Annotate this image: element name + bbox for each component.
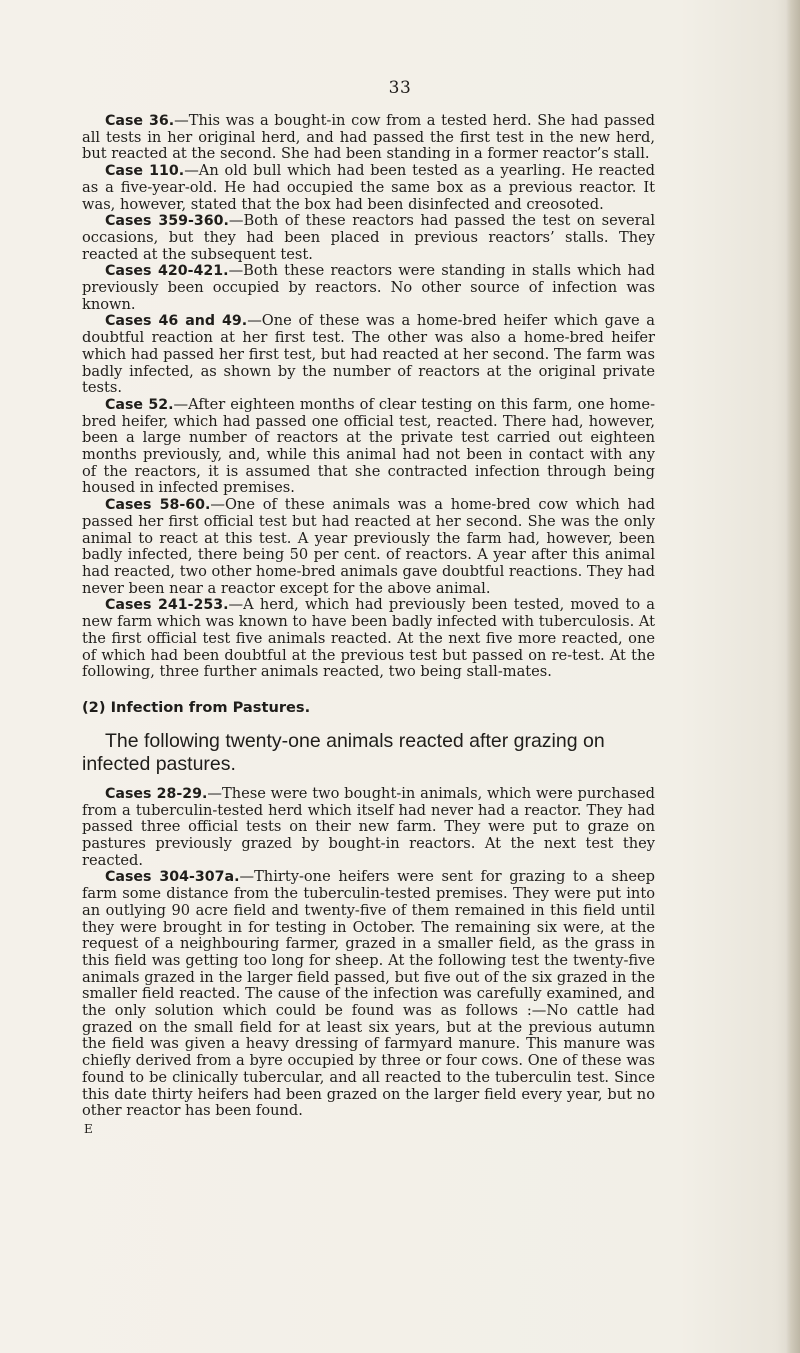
case-text: —Both of these reactors had passed the test on several occasions, but they had been placed in previous reactors’ stalls. They reacted at the subsequent test. bbox=[82, 212, 655, 263]
case-paragraph bbox=[82, 397, 655, 497]
case-text: —A herd, which had previously been tested, moved to a new farm which was known to have been badly infected with tuberculosis. At the first official test five animals reacted. At the next five more reacted, one of which had been doubtful at the previous test but passed on re-test. At the following, three further animals reacted, two being stall-mates. bbox=[82, 596, 656, 681]
case-paragraph bbox=[82, 597, 655, 681]
case-paragraph bbox=[82, 163, 655, 213]
page-number: 33 bbox=[388, 78, 412, 98]
case-label: Cases 28-29. bbox=[105, 785, 208, 802]
case-text: —These were two bought-in animals, which were purchased from a tuberculin-tested herd which itself had never had a reactor. They had passed three official tests on their new farm. They were put to graze on pastures previously grazed by bought-in reactors. At the next test they reacted. bbox=[82, 784, 655, 869]
case-label: Case 110. bbox=[105, 163, 185, 180]
case-label: Cases 241-253. bbox=[105, 597, 229, 614]
case-paragraph bbox=[82, 786, 655, 870]
case-label: Cases 359-360. bbox=[105, 213, 229, 230]
case-text: —This was a bought-in cow from a tested herd. She had passed all tests in her original herd, and had passed the first test in the new herd, but reacted at the second. She had been standing in a former reactor’s stall. bbox=[82, 112, 655, 163]
case-paragraph bbox=[82, 113, 655, 163]
case-text: —Thirty-one heifers were sent for grazing to a sheep farm some distance from the tuberculin-tested premises. They were put into an outlying 90 acre field and twenty-five of them remained in this field until they were brought in for testing in October. The remaining six were, at the request of a neighbouring farmer, grazed in a smaller field, as the grass in this field was getting too long for sheep. At the following test the twenty-five animals grazed in the larger field passed, but five out of the six grazed in the smaller field reacted. The cause of the infection was carefully examined, and the only solution which could be found was as follows :—No cattle had grazed on the small field for at least six years, but at the previous autumn the field was given a heavy dressing of farmyard manure. This manure was chiefly derived from a byre occupied by three or four cows. One of these was found to be clinically tubercular, and all reacted to the tuberculin test. Since this date thirty heifers had been grazed on the larger field every year, but no other reactor has been found. bbox=[82, 868, 655, 1120]
case-text: —One of these was a home-bred heifer which gave a doubtful reaction at her first test. The other was also a home-bred heifer which had passed her first test, but had reacted at her second. The farm was badly infected, as shown by the number of reactors at the original private tests. bbox=[82, 312, 655, 397]
page-edge-shadow bbox=[786, 0, 800, 1353]
case-text: —Both these reactors were standing in stalls which had previously been occupied by reactors. No other source of infection was known. bbox=[82, 262, 655, 313]
body-text bbox=[82, 113, 655, 1136]
case-paragraph bbox=[82, 313, 655, 397]
case-text: —One of these animals was a home-bred cow which had passed her first official test but had reacted at her second. She was the only animal to react at this test. A year previously the farm had, however, been badly infected, there being 50 per cent. of reactors. A year after this animal had reacted, two other home-bred animals gave doubtful reactions. They had never been near a reactor except for the above animal. bbox=[82, 496, 655, 597]
case-label: Case 52. bbox=[105, 396, 174, 413]
case-text: —An old bull which had been tested as a yearling. He reacted as a five-year-old. He had occupied the same box as a previous reactor. It was, however, stated that the box had been disinfected and creosoted. bbox=[82, 162, 655, 213]
case-label: Cases 58-60. bbox=[105, 497, 211, 514]
case-paragraph bbox=[82, 213, 655, 263]
case-paragraph bbox=[82, 869, 655, 1120]
section-intro: The following twenty-one animals reacted after grazing on infected pastures. bbox=[82, 729, 605, 775]
case-label: Cases 304-307a. bbox=[105, 869, 240, 886]
case-paragraph bbox=[82, 263, 655, 313]
case-paragraph bbox=[82, 497, 655, 597]
case-label: Cases 420-421. bbox=[105, 263, 229, 280]
case-text: —After eighteen months of clear testing on this farm, one home-bred heifer, which had passed one official test, reacted. There had, however, been a large number of reactors at the private test carried out eighteen months previously, and, while this animal had not been in contact with any of the reactors, it is assumed that she contracted infection through being housed in infected premises. bbox=[82, 395, 656, 497]
signature-mark: E bbox=[84, 1121, 93, 1136]
case-label: Cases 46 and 49. bbox=[105, 313, 248, 330]
case-label: Case 36. bbox=[105, 113, 175, 129]
section-heading: (2) Infection from Pastures. bbox=[82, 698, 311, 716]
